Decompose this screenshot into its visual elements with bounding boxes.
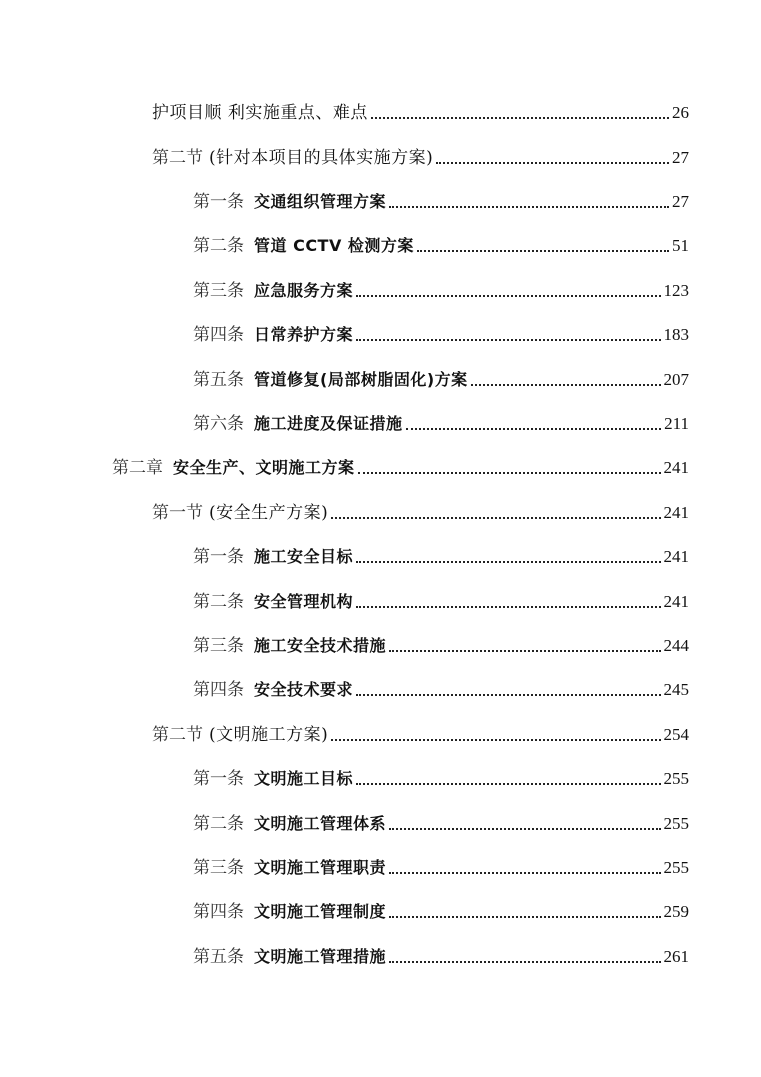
toc-entry-title: (针对本项目的具体实施方案) bbox=[209, 148, 434, 168]
toc-entry-page: 241 bbox=[663, 503, 689, 522]
toc-entry-page: 51 bbox=[672, 236, 689, 255]
toc-entry-number: 第一条 bbox=[193, 769, 244, 789]
toc-entry-title: 施工安全目标 bbox=[254, 547, 354, 566]
toc-entry[interactable] bbox=[193, 540, 689, 568]
toc-entry-number: 第四条 bbox=[193, 325, 244, 345]
toc-entry[interactable] bbox=[193, 318, 689, 346]
toc-entry[interactable] bbox=[193, 940, 689, 968]
toc-entry-title: 应急服务方案 bbox=[254, 281, 354, 300]
toc-entry[interactable] bbox=[152, 141, 689, 169]
toc-entry-number: 第三条 bbox=[193, 636, 244, 656]
toc-entry-title: (文明施工方案) bbox=[209, 725, 329, 745]
toc-entry-page: 255 bbox=[663, 858, 689, 877]
toc-entry-number: 第二条 bbox=[193, 236, 244, 256]
dot-leader bbox=[389, 872, 660, 874]
toc-entry-title: 文明施工管理制度 bbox=[254, 902, 387, 921]
toc-entry-number: 第一节 bbox=[152, 503, 203, 523]
toc-entry-page: 241 bbox=[663, 547, 689, 566]
toc-entry-page: 245 bbox=[663, 680, 689, 699]
toc-entry-title: 安全生产、文明施工方案 bbox=[173, 458, 355, 477]
toc-entry-number: 第二节 bbox=[152, 148, 203, 168]
dot-leader bbox=[356, 295, 660, 297]
toc-entry-page: 211 bbox=[664, 414, 689, 433]
toc-entry-title: 文明施工目标 bbox=[254, 769, 354, 788]
toc-entry-page: 254 bbox=[663, 725, 689, 744]
toc-entry-title: 安全管理机构 bbox=[254, 592, 354, 611]
dot-leader bbox=[356, 694, 660, 696]
toc-entry[interactable] bbox=[193, 229, 689, 257]
toc-entry-chapter[interactable] bbox=[112, 451, 689, 479]
toc-entry-number: 第一条 bbox=[193, 547, 244, 567]
toc-entry[interactable] bbox=[193, 673, 689, 701]
toc-entry-page: 261 bbox=[663, 947, 689, 966]
toc-entry-page: 244 bbox=[663, 636, 689, 655]
toc-entry-number: 第三条 bbox=[193, 281, 244, 301]
toc-entry-title: (安全生产方案) bbox=[209, 503, 329, 523]
toc-entry-number: 第五条 bbox=[193, 947, 244, 967]
toc-entry[interactable] bbox=[193, 274, 689, 302]
dot-leader bbox=[406, 428, 662, 430]
toc-entry-number: 第五条 bbox=[193, 370, 244, 390]
dot-leader bbox=[331, 739, 660, 741]
toc-entry-title: 施工进度及保证措施 bbox=[254, 414, 403, 433]
dot-leader bbox=[356, 606, 660, 608]
toc-entry[interactable] bbox=[193, 363, 689, 391]
toc-entry[interactable] bbox=[193, 762, 689, 790]
toc-entry-page: 241 bbox=[663, 458, 689, 477]
dot-leader bbox=[356, 339, 660, 341]
toc-entry-number: 第四条 bbox=[193, 902, 244, 922]
dot-leader bbox=[389, 961, 660, 963]
toc-entry-title: 管道 CCTV 检测方案 bbox=[254, 236, 414, 255]
toc-entry-title: 施工安全技术措施 bbox=[254, 636, 387, 655]
dot-leader bbox=[358, 472, 661, 474]
toc-entry-number: 第二条 bbox=[193, 814, 244, 834]
toc-entry-page: 27 bbox=[672, 192, 689, 211]
toc-entry[interactable] bbox=[193, 629, 689, 657]
dot-leader bbox=[356, 561, 660, 563]
toc-entry-number: 第六条 bbox=[193, 414, 244, 434]
toc-entry-page: 255 bbox=[663, 769, 689, 788]
toc-entry[interactable] bbox=[193, 895, 689, 923]
toc-entry[interactable] bbox=[193, 807, 689, 835]
toc-entry-title: 管道修复(局部树脂固化)方案 bbox=[254, 370, 468, 389]
toc-entry[interactable] bbox=[152, 96, 689, 124]
toc-entry-number: 第二章 bbox=[112, 458, 163, 478]
toc-entry-page: 183 bbox=[663, 325, 689, 344]
toc-entry-page: 241 bbox=[663, 592, 689, 611]
toc-entry-title: 日常养护方案 bbox=[254, 325, 354, 344]
toc-entry-page: 207 bbox=[663, 370, 689, 389]
toc-entry-title: 文明施工管理职责 bbox=[254, 858, 387, 877]
dot-leader bbox=[389, 828, 660, 830]
toc-entry-title: 护项目顺 利实施重点、难点 bbox=[152, 103, 368, 123]
toc-entry-section[interactable] bbox=[152, 718, 689, 746]
dot-leader bbox=[389, 650, 660, 652]
dot-leader bbox=[356, 783, 660, 785]
toc-entry-title: 交通组织管理方案 bbox=[254, 192, 387, 211]
toc-entry[interactable] bbox=[193, 585, 689, 613]
toc-entry-section[interactable] bbox=[152, 496, 689, 524]
dot-leader bbox=[371, 117, 669, 119]
dot-leader bbox=[417, 250, 669, 252]
toc-entry-title: 安全技术要求 bbox=[254, 680, 354, 699]
toc-entry-page: 26 bbox=[672, 103, 689, 122]
toc-entry-number: 第三条 bbox=[193, 858, 244, 878]
toc-entry[interactable] bbox=[193, 185, 689, 213]
dot-leader bbox=[436, 162, 669, 164]
toc-entry-page: 259 bbox=[663, 902, 689, 921]
toc-entry-page: 123 bbox=[663, 281, 689, 300]
dot-leader bbox=[471, 384, 661, 386]
toc-entry-page: 255 bbox=[663, 814, 689, 833]
toc-entry[interactable] bbox=[193, 851, 689, 879]
toc-entry-number: 第一条 bbox=[193, 192, 244, 212]
toc-entry-title: 文明施工管理措施 bbox=[254, 947, 387, 966]
toc-entry-number: 第二节 bbox=[152, 725, 203, 745]
toc-entry-page: 27 bbox=[672, 148, 689, 167]
dot-leader bbox=[389, 206, 669, 208]
toc-entry[interactable] bbox=[193, 407, 689, 435]
toc-entry-number: 第二条 bbox=[193, 592, 244, 612]
dot-leader bbox=[331, 517, 660, 519]
dot-leader bbox=[389, 916, 660, 918]
toc-entry-title: 文明施工管理体系 bbox=[254, 814, 387, 833]
toc-entry-number: 第四条 bbox=[193, 680, 244, 700]
